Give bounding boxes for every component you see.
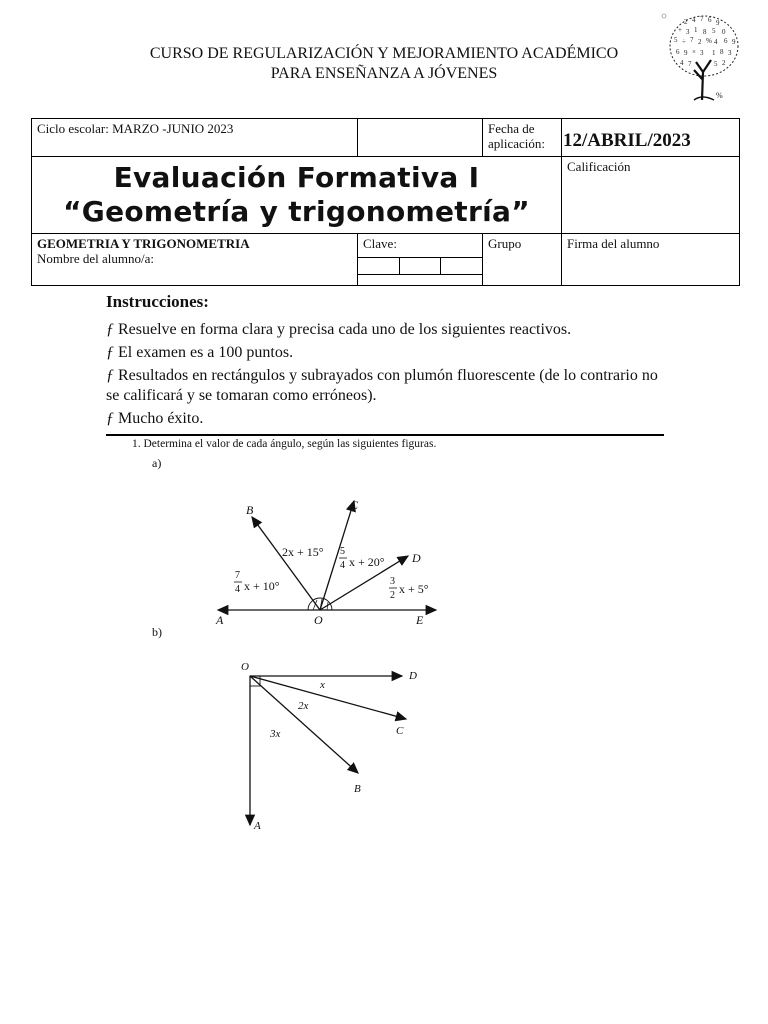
svg-text:9: 9 <box>684 49 688 57</box>
svg-text:9: 9 <box>732 38 736 46</box>
point-b: B <box>354 783 361 795</box>
expr-ab: x + 10° <box>244 579 280 593</box>
key-label: Clave: <box>363 236 397 251</box>
part-b-label: b) <box>152 625 162 639</box>
subject-name: GEOMETRIA Y TRIGONOMETRIA <box>37 236 250 251</box>
signature-cell <box>562 234 740 286</box>
svg-text:3: 3 <box>686 28 690 36</box>
grade-cell <box>562 157 740 234</box>
expr-cd: x + 20° <box>349 555 385 569</box>
expr-de: x + 5° <box>399 582 429 596</box>
svg-text:2: 2 <box>684 18 688 26</box>
svg-text:4: 4 <box>714 38 718 46</box>
question-1: 1. Determina el valor de cada ángulo, según las siguientes figuras. <box>132 438 437 450</box>
grade-label: Calificación <box>567 159 631 174</box>
application-date-cell <box>562 119 740 157</box>
date-label-line2: aplicación: <box>488 136 546 151</box>
point-c: C <box>396 725 404 737</box>
svg-text:9: 9 <box>716 19 720 27</box>
frac-num: 7 <box>235 570 240 581</box>
svg-text:3: 3 <box>728 49 732 57</box>
course-title-line1: CURSO DE REGULARIZACIÓN Y MEJORAMIENTO ACADÉMICO <box>149 45 619 62</box>
frac-den: 4 <box>340 560 345 571</box>
point-e: E <box>416 613 424 627</box>
svg-text:7: 7 <box>690 36 694 44</box>
svg-text:%: % <box>716 91 723 100</box>
point-o: O <box>314 613 323 627</box>
point-c: C <box>350 498 359 512</box>
expr-dc: x <box>320 679 325 691</box>
svg-text:6: 6 <box>724 37 728 45</box>
part-a-label: a) <box>152 456 162 470</box>
exam-subtitle: “Geometría y trigonometría” <box>63 195 530 228</box>
point-d: D <box>412 551 421 565</box>
expr-ba: 3x <box>270 728 281 740</box>
application-date: 12/ABRIL/2023 <box>563 130 691 151</box>
svg-text:5: 5 <box>712 27 716 35</box>
frac-num: 3 <box>390 576 395 587</box>
instruction-item: ƒ Mucho éxito. <box>106 410 204 427</box>
group-cell <box>483 234 562 286</box>
point-d: D <box>409 670 417 682</box>
instructions-heading: Instrucciones: <box>106 292 209 311</box>
point-o: O <box>241 661 249 673</box>
svg-text:1: 1 <box>712 49 716 57</box>
point-a: A <box>216 613 224 627</box>
svg-text:%: % <box>706 37 712 45</box>
exam-title-cell <box>32 157 562 234</box>
svg-text:1: 1 <box>694 26 698 34</box>
svg-text:5: 5 <box>714 60 718 68</box>
expr-bc: 2x + 15° <box>282 545 324 559</box>
divider <box>106 434 664 436</box>
svg-text:7: 7 <box>688 60 692 68</box>
figure-a-angles <box>200 490 450 630</box>
group-label: Grupo <box>488 236 522 251</box>
student-name-label: Nombre del alumno/a: <box>37 251 154 266</box>
frac-den: 2 <box>390 590 395 601</box>
svg-text:5: 5 <box>674 36 678 44</box>
figure-b-angles <box>232 655 432 835</box>
instruction-item: ƒ El examen es a 100 puntos. <box>106 344 294 361</box>
svg-text:2: 2 <box>698 38 702 46</box>
date-label-line1: Fecha de <box>488 121 535 136</box>
svg-text:4: 4 <box>680 59 684 67</box>
subject-cell <box>32 234 358 286</box>
svg-text:÷: ÷ <box>682 38 686 46</box>
svg-text:8: 8 <box>720 48 724 56</box>
svg-text:7: 7 <box>700 15 704 23</box>
exam-title: Evaluación Formativa I <box>113 161 480 194</box>
point-b: B <box>246 503 254 517</box>
blank-cell <box>358 119 483 157</box>
signature-label: Firma del alumno <box>567 236 660 251</box>
svg-text:4: 4 <box>692 16 696 24</box>
school-cycle: Ciclo escolar: MARZO -JUNIO 2023 <box>32 119 358 157</box>
svg-text:×: × <box>692 48 696 56</box>
instruction-item: ƒ Resuelve en forma clara y precisa cada uno de los siguientes reactivos. <box>106 321 572 338</box>
svg-text:+: + <box>678 26 682 34</box>
frac-den: 4 <box>235 584 240 595</box>
course-header <box>0 44 768 84</box>
exam-info-table <box>31 118 740 286</box>
svg-text:0: 0 <box>722 28 726 36</box>
svg-text:6: 6 <box>676 48 680 56</box>
instruction-item: ƒ Resultados en rectángulos y subrayados con plumón fluorescente (de lo contrario no se calificará y se tomaran como erróneos). <box>106 367 658 404</box>
key-boxes[interactable] <box>358 257 482 275</box>
point-a: A <box>254 820 261 832</box>
expr-cb: 2x <box>298 700 309 712</box>
key-cell <box>358 234 483 286</box>
svg-text:6: 6 <box>708 16 712 24</box>
svg-text:8: 8 <box>703 28 707 36</box>
course-title-line2: PARA ENSEÑANZA A JÓVENES <box>270 65 498 82</box>
instructions <box>106 292 666 432</box>
svg-text:2: 2 <box>722 59 726 67</box>
frac-num: 5 <box>340 546 345 557</box>
application-date-label <box>483 119 562 157</box>
math-tree-logo <box>656 10 746 102</box>
svg-text:3: 3 <box>700 49 704 57</box>
